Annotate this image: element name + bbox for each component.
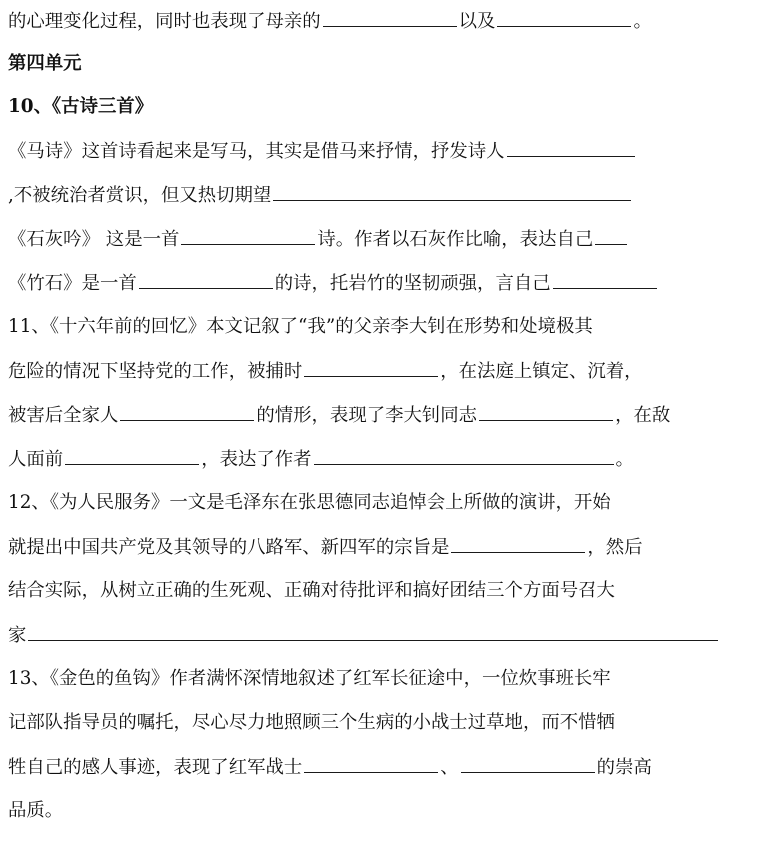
fill-blank[interactable] [553,268,657,289]
line-zhu-shi [8,268,754,298]
line-text: 就提出中国共产党及其领导的八路军、新四军的宗旨是 [8,537,450,558]
line-text: 的崇高 [596,757,652,778]
line-item-12 [8,488,754,518]
line-item-12-d [8,620,754,650]
line-item-13-c [8,752,754,782]
line-text: 记部队指导员的嘱托，尽心尽力地照顾三个生病的小战士过草地，而不惜牺 [8,712,615,733]
line-text: 11、《十六年前的回忆》本文记叙了“我”的父亲李大钊在形势和处境极其 [8,316,593,337]
line-text: 。 [633,11,652,32]
line-text: 结合实际，从树立正确的生死观、正确对待批评和搞好团结三个方面号召大 [8,580,615,601]
line-text: 家 [8,625,27,646]
fill-blank[interactable] [181,224,315,245]
item-10-heading [8,92,754,122]
line-item-13-b [8,708,754,738]
fill-blank[interactable] [314,444,614,465]
fill-blank[interactable] [451,532,585,553]
fill-blank[interactable] [28,620,718,641]
fill-blank[interactable] [323,6,457,27]
unit-heading [8,49,754,79]
line-text: 的情形，表现了李大钊同志 [256,405,478,426]
line-ma-shi [8,136,754,166]
line-1 [8,6,754,36]
line-item-13-d [8,796,754,826]
fill-blank[interactable] [507,136,635,157]
line-text: 13、《金色的鱼钩》作者满怀深情地叙述了红军长征途中，一位炊事班长牢 [8,668,611,689]
line-item-11-b [8,356,754,386]
line-item-12-b [8,532,754,562]
line-text: 以及 [458,11,496,32]
fill-blank[interactable] [461,752,595,773]
fill-blank[interactable] [497,6,631,27]
line-text: ，表达了作者 [201,449,312,470]
line-text: ,不被统治者赏识，但又热切期望 [8,185,272,206]
line-item-11-d [8,444,754,474]
line-text: 牲自己的感人事迹，表现了红军战士 [8,757,303,778]
line-text: ，在法庭上镇定、沉着， [440,361,643,382]
line-item-11 [8,312,754,342]
line-text: 《马诗》这首诗看起来是写马，其实是借马来抒情，抒发诗人 [8,141,505,162]
fill-blank[interactable] [595,224,627,245]
line-shi-hui-yin [8,224,754,254]
line-text: 品质。 [8,800,64,821]
fill-blank[interactable] [65,444,199,465]
item-title: 10、《古诗三首》 [8,96,154,117]
line-text: 人面前 [8,449,64,470]
fill-blank[interactable] [139,268,273,289]
line-text: 《竹石》是一首 [8,273,137,294]
line-text: 、 [440,757,459,778]
line-item-12-c [8,576,754,606]
line-item-13 [8,664,754,694]
line-text: 《石灰吟》 这是一首 [8,229,180,250]
line-item-11-c [8,400,754,430]
unit-title: 第四单元 [8,53,82,74]
line-text: 被害后全家人 [8,405,119,426]
fill-blank[interactable] [273,180,631,201]
line-text: ，然后 [587,537,643,558]
line-text: 。 [615,449,634,470]
line-ma-shi-cont [8,180,754,210]
line-text: 12、《为人民服务》一文是毛泽东在张思德同志追悼会上所做的演讲，开始 [8,492,611,513]
line-text: ，在敌 [615,405,671,426]
fill-blank[interactable] [304,356,438,377]
fill-blank[interactable] [304,752,438,773]
line-text: 诗。作者以石灰作比喻，表达自己 [317,229,594,250]
fill-blank[interactable] [479,400,613,421]
line-text: 危险的情况下坚持党的工作，被捕时 [8,361,303,382]
line-text: 的诗，托岩竹的坚韧顽强，言自己 [274,273,551,294]
fill-blank[interactable] [120,400,254,421]
line-text: 的心理变化过程，同时也表现了母亲的 [8,11,321,32]
